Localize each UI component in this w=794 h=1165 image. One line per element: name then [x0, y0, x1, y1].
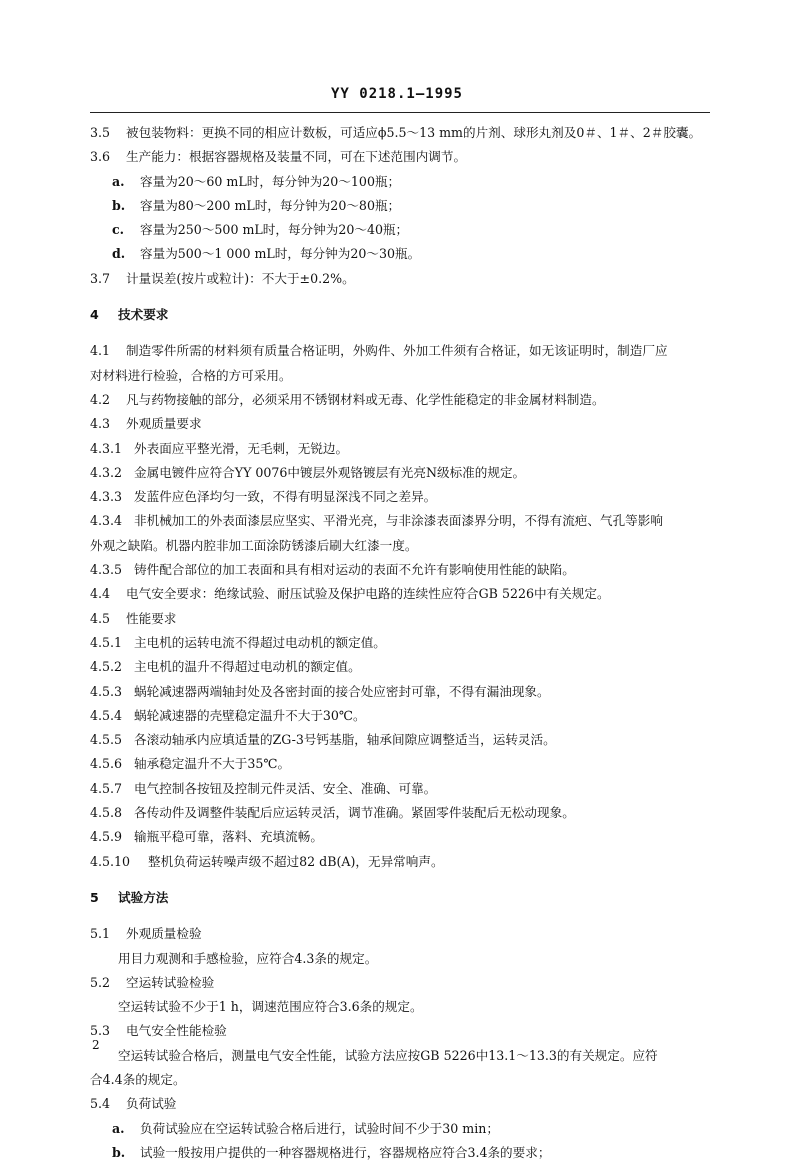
- clause-4-5-4: [90, 704, 710, 728]
- list-marker: a.: [112, 1120, 125, 1136]
- clause-5-1-body: 用目力观测和手感检验，应符合4.3条的规定。: [118, 950, 378, 966]
- section-heading-5: [90, 886, 710, 910]
- clause-number: 3.6: [90, 149, 111, 165]
- list-text: 试验一般按用户提供的一种容器规格进行，容器规格应符合3.4条的要求；: [140, 1144, 551, 1160]
- clause-text: 生产能力：根据容器规格及装量不同，可在下述范围内调节。: [126, 149, 467, 165]
- clause-4-3-2: [90, 461, 710, 485]
- clause-number: 4.4: [90, 586, 111, 602]
- list-text: 容量为20～60 mL时，每分钟为20～100瓶；: [140, 173, 401, 189]
- clause-4-5-7: [90, 777, 710, 801]
- clause-4-5-10: [90, 850, 710, 874]
- clause-number: 3.5: [90, 125, 111, 140]
- clause-text: 输瓶平稳可靠，落料、充填流畅。: [134, 829, 323, 845]
- clause-5-3: [90, 1019, 710, 1043]
- clause-text: 计量误差(按片或粒计)：不大于±0.2%。: [126, 270, 355, 286]
- clause-text: 蜗轮减速器两端轴封处及各密封面的接合处应密封可靠，不得有漏油现象。: [134, 683, 550, 699]
- list-text: 容量为250～500 mL时，每分钟为20～40瓶；: [140, 222, 409, 238]
- clause-5-4: [90, 1092, 710, 1116]
- clause-number: 4.3.2: [90, 464, 123, 480]
- clause-title: 外观质量检验: [126, 926, 202, 942]
- clause-5-2-body: 空运转试验不少于1 h，调速范围应符合3.6条的规定。: [118, 999, 423, 1015]
- clause-text: 发蓝件应色泽均匀一致，不得有明显深浅不同之差异。: [134, 489, 437, 505]
- clause-number: 4.3.1: [90, 440, 123, 456]
- clause-4-5-2: [90, 655, 710, 679]
- clause-number: 4.5.4: [90, 707, 123, 723]
- list-text: 容量为80～200 mL时，每分钟为20～80瓶；: [140, 197, 401, 213]
- clause-number: 4.3.5: [90, 562, 123, 578]
- clause-3-7: [90, 267, 710, 291]
- clause-3-6: [90, 145, 710, 169]
- list-item: [90, 242, 710, 266]
- clause-number: 4.3: [90, 416, 111, 432]
- list-item: [90, 218, 710, 242]
- clause-4-3-4: [90, 509, 710, 533]
- section-title: 试验方法: [118, 889, 169, 905]
- list-marker: b.: [112, 197, 126, 213]
- clause-number: 4.3.4: [90, 513, 123, 529]
- list-text: 负荷试验应在空运转试验合格后进行，试验时间不少于30 min；: [140, 1120, 499, 1136]
- clause-4-2: [90, 388, 710, 412]
- clause-title: 空运转试验检验: [126, 974, 215, 990]
- clause-5-2: [90, 971, 710, 995]
- clause-number: 4.3.3: [90, 489, 123, 505]
- section-number: 5: [90, 889, 99, 905]
- list-marker: b.: [112, 1144, 126, 1160]
- clause-4-1: [90, 339, 710, 363]
- list-item: [90, 1141, 710, 1165]
- clause-text: 外表面应平整光滑，无毛刺，无锐边。: [134, 440, 349, 456]
- clause-5-3-body: 空运转试验合格后，测量电气安全性能，试验方法应按GB 5226中13.1～13.3的有关规定。应符: [118, 1047, 658, 1063]
- clause-number: 3.7: [90, 270, 111, 286]
- clause-5-3-continuation: 合4.4条的规定。: [90, 1071, 186, 1087]
- clause-text: 电气安全要求：绝缘试验、耐压试验及保护电路的连续性应符合GB 5226中有关规定。: [126, 586, 610, 602]
- clause-text: 外观质量要求: [126, 416, 202, 432]
- clause-text: 轴承稳定温升不大于35℃。: [134, 756, 291, 772]
- clause-text: 各滚动轴承内应填适量的ZG-3号钙基脂，轴承间隙应调整适当，运转灵活。: [134, 732, 556, 748]
- clause-text: 金属电镀件应符合YY 0076中镀层外观铬镀层有光亮N级标准的规定。: [134, 464, 526, 480]
- clause-number: 4.5.8: [90, 805, 123, 821]
- clause-number: 4.5: [90, 610, 111, 626]
- clause-4-1-continuation: 对材料进行检验，合格的方可采用。: [90, 367, 292, 383]
- clause-number: 5.2: [90, 974, 111, 990]
- clause-4-5-5: [90, 728, 710, 752]
- clause-text: 电气控制各按钮及控制元件灵活、安全、准确、可靠。: [134, 780, 437, 796]
- clause-number: 4.5.1: [90, 634, 123, 650]
- clause-number: 4.1: [90, 343, 111, 359]
- clause-5-1: [90, 922, 710, 946]
- clause-text: 被包装物料：更换不同的相应计数板，可适应ϕ5.5～13 mm的片剂、球形丸剂及0＃、1＃、2＃胶囊。: [126, 125, 702, 140]
- clause-4-5-6: [90, 752, 710, 776]
- clause-number: 5.1: [90, 926, 111, 942]
- clause-number: 4.5.10: [90, 853, 131, 869]
- clause-text: 铸件配合部位的加工表面和具有相对运动的表面不允许有影响使用性能的缺陷。: [134, 562, 575, 578]
- clause-3-5: [90, 121, 710, 145]
- clause-4-4: [90, 582, 710, 606]
- clause-text: 性能要求: [126, 610, 177, 626]
- clause-number: 4.5.7: [90, 780, 123, 796]
- header-divider: [90, 112, 710, 113]
- clause-number: 4.5.6: [90, 756, 123, 772]
- clause-4-3-5: [90, 558, 710, 582]
- clause-text: 蜗轮减速器的壳壁稳定温升不大于30℃。: [134, 707, 366, 723]
- section-heading-4: [90, 303, 710, 327]
- clause-text: 制造零件所需的材料须有质量合格证明，外购件、外加工件须有合格证，如无该证明时，制造厂应: [126, 343, 668, 359]
- clause-text: 非机械加工的外表面漆层应坚实、平滑光亮，与非涂漆表面漆界分明，不得有流疤、气孔等影响: [134, 513, 663, 529]
- list-item: [90, 194, 710, 218]
- clause-title: 电气安全性能检验: [126, 1023, 227, 1039]
- clause-text: 主电机的运转电流不得超过电动机的额定值。: [134, 634, 386, 650]
- list-marker: c.: [112, 222, 125, 238]
- clause-4-5: [90, 607, 710, 631]
- clause-text: 整机负荷运转噪声级不超过82 dB(A)，无异常响声。: [148, 853, 444, 869]
- clause-4-3-1: [90, 437, 710, 461]
- section-title: 技术要求: [118, 307, 169, 323]
- list-item: [90, 170, 710, 194]
- clause-title: 负荷试验: [126, 1096, 177, 1112]
- list-marker: d.: [112, 246, 126, 262]
- clause-text: 各传动件及调整件装配后应运转灵活，调节准确。紧固零件装配后无松动现象。: [134, 805, 575, 821]
- clause-4-5-8: [90, 801, 710, 825]
- clause-number: 5.4: [90, 1096, 111, 1112]
- clause-number: 4.5.9: [90, 829, 123, 845]
- clause-number: 4.5.5: [90, 732, 123, 748]
- standard-code-header: YY 0218.1—1995: [330, 86, 463, 102]
- list-marker: a.: [112, 173, 125, 189]
- clause-number: 4.2: [90, 391, 111, 407]
- page-number: 2: [92, 1038, 100, 1052]
- clause-4-5-9: [90, 825, 710, 849]
- clause-number: 5.3: [90, 1023, 111, 1039]
- clause-number: 4.5.3: [90, 683, 123, 699]
- clause-4-5-1: [90, 631, 710, 655]
- clause-4-3: [90, 412, 710, 436]
- clause-text: 主电机的温升不得超过电动机的额定值。: [134, 659, 361, 675]
- list-text: 容量为500～1 000 mL时，每分钟为20～30瓶。: [140, 246, 421, 262]
- clause-4-3-4-continuation: 外观之缺陷。机器内腔非加工面涂防锈漆后刷大红漆一度。: [90, 537, 418, 553]
- list-item: [90, 1117, 710, 1141]
- clause-4-5-3: [90, 680, 710, 704]
- section-number: 4: [90, 307, 99, 323]
- document-body: [90, 121, 710, 1165]
- clause-4-3-3: [90, 485, 710, 509]
- clause-text: 凡与药物接触的部分，必须采用不锈钢材料或无毒、化学性能稳定的非金属材料制造。: [126, 391, 605, 407]
- clause-number: 4.5.2: [90, 659, 123, 675]
